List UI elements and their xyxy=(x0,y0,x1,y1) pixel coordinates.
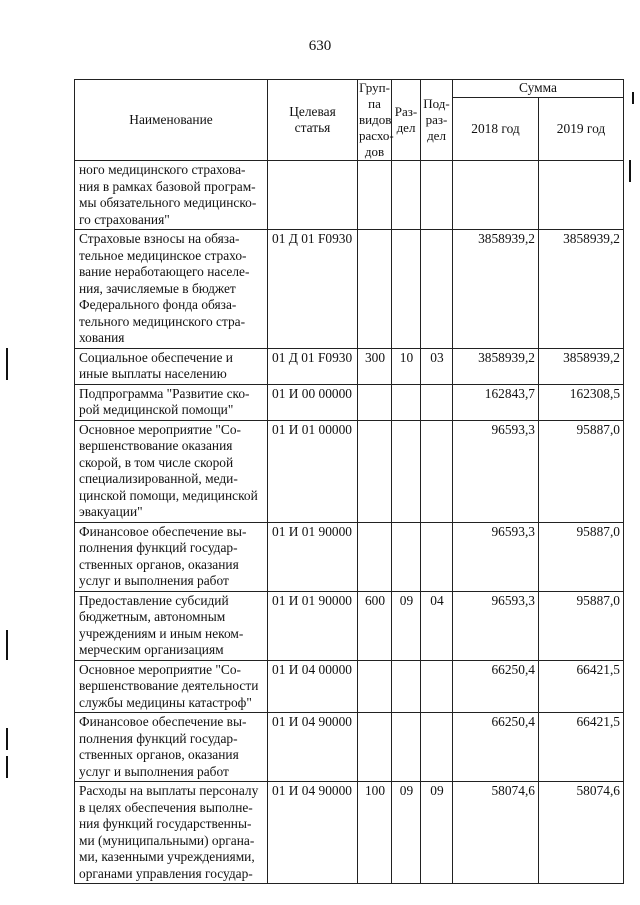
row-name-line: ния в рамках базовой програм- xyxy=(79,178,256,194)
row-name-line: вание неработающего населе- xyxy=(79,264,250,279)
row-name-line: бюджетным, автономным xyxy=(79,609,226,624)
row-sum-2019 xyxy=(539,161,624,230)
row-razdel xyxy=(392,384,421,420)
row-name-line: вершенствование деятельности xyxy=(79,678,259,693)
row-sum-2019: 66421,5 xyxy=(539,713,624,782)
row-name-line: мы обязательного медицинско- xyxy=(79,195,257,210)
row-name-line: Социальное обеспечение и xyxy=(79,349,233,365)
row-name-line: специализированной, меди- xyxy=(79,471,238,486)
row-razdel xyxy=(392,420,421,522)
row-sum-2019: 58074,6 xyxy=(539,782,624,884)
row-group xyxy=(358,161,392,230)
row-name xyxy=(75,782,268,884)
row-group: 100 xyxy=(358,782,392,884)
row-podrazdel xyxy=(421,230,453,349)
header-razdel-line: дел xyxy=(396,120,416,135)
row-name-line: службы медицины катастроф" xyxy=(79,694,252,710)
page-number: 630 xyxy=(308,38,332,54)
scan-edge-mark xyxy=(6,630,8,660)
row-code: 01 Д 01 F0930 xyxy=(268,230,358,349)
header-row-top xyxy=(75,80,624,98)
row-podrazdel xyxy=(421,522,453,591)
row-sum-2019: 3858939,2 xyxy=(539,230,624,349)
row-podrazdel xyxy=(421,384,453,420)
header-name: Наименование xyxy=(75,80,268,161)
header-razdel-line: Раз- xyxy=(394,104,418,119)
row-name-line: цинской помощи, медицинской xyxy=(79,487,258,503)
header-year-2018: 2018 год xyxy=(453,97,539,161)
row-sum-2019: 95887,0 xyxy=(539,420,624,522)
row-razdel xyxy=(392,660,421,713)
row-code: 01 Д 01 F0930 xyxy=(268,348,358,384)
row-group: 600 xyxy=(358,591,392,660)
row-sum-2019: 66421,5 xyxy=(539,660,624,713)
row-podrazdel xyxy=(421,420,453,522)
row-name-line: тельное медицинское страхо- xyxy=(79,247,247,263)
row-name-line: Предоставление субсидий xyxy=(79,592,229,608)
row-code xyxy=(268,161,358,230)
row-name-line: полнения функций государ- xyxy=(79,540,238,555)
header-target-article-line: Целевая xyxy=(289,103,336,119)
row-name-line: органами управления государ- xyxy=(79,865,253,881)
table-row xyxy=(75,161,624,230)
row-name-line: услуг и выполнения работ xyxy=(79,763,229,779)
header-razdel xyxy=(392,80,421,161)
row-name xyxy=(75,660,268,713)
row-sum-2018: 66250,4 xyxy=(453,660,539,713)
row-sum-2018: 66250,4 xyxy=(453,713,539,782)
scan-edge-mark xyxy=(6,756,8,778)
row-podrazdel: 04 xyxy=(421,591,453,660)
row-group xyxy=(358,384,392,420)
row-razdel: 09 xyxy=(392,591,421,660)
budget-table xyxy=(74,79,624,884)
row-name-line: услуг и выполнения работ xyxy=(79,573,229,588)
row-sum-2018: 3858939,2 xyxy=(453,348,539,384)
row-sum-2019: 162308,5 xyxy=(539,384,624,420)
row-sum-2018 xyxy=(453,161,539,230)
row-code: 01 И 01 00000 xyxy=(268,420,358,522)
row-name-line: тельного медицинского стра- xyxy=(79,313,246,329)
row-sum-2018: 58074,6 xyxy=(453,782,539,884)
header-target-article xyxy=(268,80,358,161)
row-group xyxy=(358,713,392,782)
row-sum-2018: 96593,3 xyxy=(453,522,539,591)
row-sum-2018: 96593,3 xyxy=(453,591,539,660)
row-name xyxy=(75,230,268,349)
row-name-line: ния функций государственны- xyxy=(79,816,252,831)
row-name xyxy=(75,420,268,522)
header-group-line: видов xyxy=(359,112,392,127)
row-name-line: в целях обеспечения выполне- xyxy=(79,799,253,815)
row-name-line: эвакуации" xyxy=(79,504,143,519)
row-name-line: учреждениям и иным неком- xyxy=(79,625,244,641)
row-name xyxy=(75,161,268,230)
row-podrazdel xyxy=(421,161,453,230)
row-name xyxy=(75,348,268,384)
row-sum-2019: 95887,0 xyxy=(539,522,624,591)
table-body xyxy=(75,161,624,884)
row-podrazdel: 03 xyxy=(421,348,453,384)
header-year-2019: 2019 год xyxy=(539,97,624,161)
row-podrazdel: 09 xyxy=(421,782,453,884)
row-name-line: вершенствование оказания xyxy=(79,438,233,453)
row-podrazdel xyxy=(421,713,453,782)
table-row xyxy=(75,230,624,349)
table-row xyxy=(75,420,624,522)
row-code: 01 И 04 00000 xyxy=(268,660,358,713)
row-name-line: Финансовое обеспечение вы- xyxy=(79,714,247,729)
row-group: 300 xyxy=(358,348,392,384)
row-name-line: го страхования" xyxy=(79,211,170,227)
header-podrazdel-line: Под- xyxy=(423,96,450,111)
table-row xyxy=(75,713,624,782)
header-group-line: Груп- xyxy=(359,80,390,95)
row-group xyxy=(358,230,392,349)
row-code: 01 И 04 90000 xyxy=(268,782,358,884)
row-name xyxy=(75,591,268,660)
table-row xyxy=(75,522,624,591)
row-razdel xyxy=(392,230,421,349)
row-sum-2018: 96593,3 xyxy=(453,420,539,522)
header-group xyxy=(358,80,392,161)
row-name xyxy=(75,384,268,420)
table-row xyxy=(75,591,624,660)
table-row xyxy=(75,348,624,384)
row-name-line: полнения функций государ- xyxy=(79,730,238,746)
header-podrazdel-line: раз- xyxy=(425,112,448,127)
row-name-line: Финансовое обеспечение вы- xyxy=(79,523,247,539)
row-name-line: ственных органов, оказания xyxy=(79,556,239,572)
row-name xyxy=(75,713,268,782)
row-code: 01 И 01 90000 xyxy=(268,522,358,591)
row-razdel: 10 xyxy=(392,348,421,384)
scan-edge-mark xyxy=(629,160,631,182)
header-group-line: дов xyxy=(364,144,385,159)
row-name-line: мерческим организациям xyxy=(79,642,224,657)
table-row xyxy=(75,384,624,420)
row-razdel xyxy=(392,161,421,230)
row-name-line: Расходы на выплаты персоналу xyxy=(79,783,259,798)
row-group xyxy=(358,420,392,522)
row-name-line: скорой, в том числе скорой xyxy=(79,454,234,470)
row-group xyxy=(358,660,392,713)
row-sum-2019: 3858939,2 xyxy=(539,348,624,384)
row-code: 01 И 00 00000 xyxy=(268,384,358,420)
row-name-line: ми (муниципальными) органа- xyxy=(79,832,255,848)
row-name-line: Основное мероприятие "Со- xyxy=(79,421,241,437)
row-podrazdel xyxy=(421,660,453,713)
row-name-line: ми, казенными учреждениями, xyxy=(79,849,255,864)
header-target-article-line: статья xyxy=(294,120,331,135)
table-row xyxy=(75,660,624,713)
row-code: 01 И 01 90000 xyxy=(268,591,358,660)
scan-edge-mark xyxy=(6,348,8,380)
row-razdel xyxy=(392,522,421,591)
table-row xyxy=(75,782,624,884)
scan-edge-mark xyxy=(632,92,634,104)
row-name-line: ного медицинского страхова- xyxy=(79,162,246,177)
row-name-line: Основное мероприятие "Со- xyxy=(79,661,241,677)
row-code: 01 И 04 90000 xyxy=(268,713,358,782)
row-razdel: 09 xyxy=(392,782,421,884)
header-sum: Сумма xyxy=(453,80,624,98)
row-name-line: иные выплаты населению xyxy=(79,366,227,381)
row-name-line: рой медицинской помощи" xyxy=(79,402,234,417)
row-name-line: хования xyxy=(79,330,125,345)
row-name-line: Федерального фонда обяза- xyxy=(79,297,237,312)
row-sum-2019: 95887,0 xyxy=(539,591,624,660)
row-razdel xyxy=(392,713,421,782)
row-group xyxy=(358,522,392,591)
row-name-line: Страховые взносы на обяза- xyxy=(79,231,240,246)
row-name xyxy=(75,522,268,591)
row-sum-2018: 3858939,2 xyxy=(453,230,539,349)
header-group-line: расхо- xyxy=(359,128,394,143)
header-podrazdel xyxy=(421,80,453,161)
row-name-line: ния, зачисляемые в бюджет xyxy=(79,280,236,296)
scan-edge-mark xyxy=(6,728,8,750)
row-sum-2018: 162843,7 xyxy=(453,384,539,420)
header-podrazdel-line: дел xyxy=(427,128,446,143)
header-group-line: па xyxy=(368,96,381,111)
row-name-line: Подпрограмма "Развитие ско- xyxy=(79,385,250,401)
row-name-line: ственных органов, оказания xyxy=(79,747,239,762)
